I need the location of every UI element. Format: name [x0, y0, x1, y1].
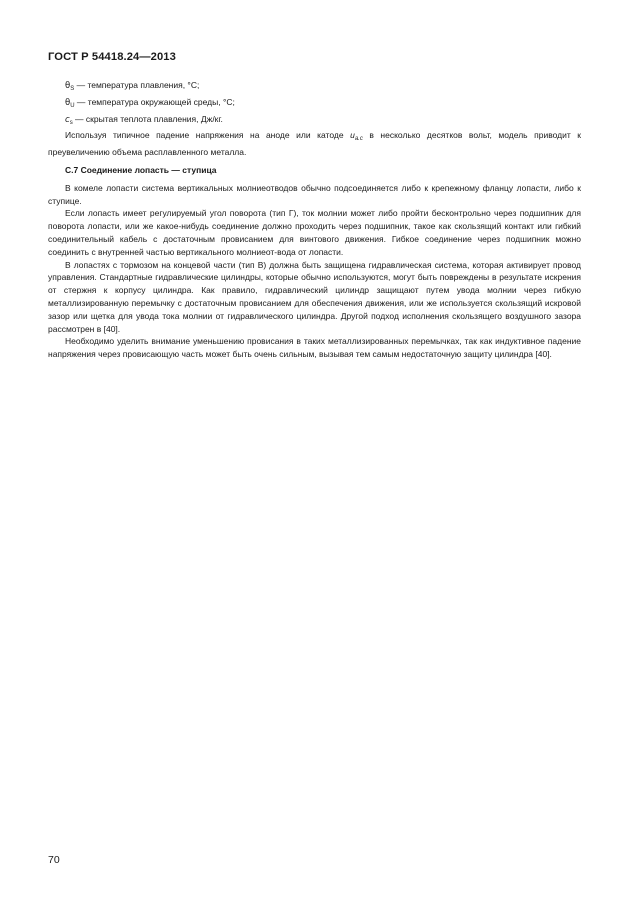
definition-theta-s	[65, 79, 581, 96]
definition-symbol: θ	[65, 81, 71, 91]
section-paragraph: В комеле лопасти система вертикальных молниеотводов обычно подсоединяется либо к крепежному фланцу лопасти, либо к ступице.	[48, 182, 581, 206]
section-heading: С.7 Соединение лопасть — ступица	[65, 164, 217, 175]
page-number: 70	[48, 854, 60, 866]
intro-text-end: в несколько десятков вольт, модель приводит к преувеличению объема расплавленного металла.	[48, 130, 582, 158]
voltage-subscript: а.с	[354, 136, 363, 143]
intro-text-start: Используя типичное падение напряжения на аноде или катоде	[65, 130, 351, 141]
definition-theta-u	[65, 96, 581, 113]
intro-paragraph	[48, 129, 581, 159]
page-body	[48, 79, 581, 361]
definition-c-s	[65, 113, 581, 130]
voltage-symbol: u	[350, 130, 355, 141]
definition-text: — температура плавления, °C;	[74, 80, 200, 90]
section-paragraph: Если лопасть имеет регулируемый угол поворота (тип Г), ток молнии может либо пройти бесконтрольно через подшипник для поворота лопасти, или же какое-нибудь соединение должно проходить через подшипник, такое как скользящий контакт или гибкий соединительный кабель с достаточным провисанием для винтового движения. Гибкое соединение через подшипник можно соединить с внутренней частью вертикального молниеот-вода от лопасти.	[48, 208, 581, 257]
document-header: ГОСТ Р 54418.24—2013	[48, 51, 176, 63]
definition-text: — температура окружающей среды, °C;	[74, 96, 235, 107]
definition-text: — скрытая теплота плавления, Дж/кг.	[72, 113, 223, 124]
definition-subscript: s	[69, 119, 73, 126]
definition-subscript: S	[70, 86, 75, 92]
section-paragraph: В лопастях с тормозом на концевой части (тип В) должна быть защищена гидравлическая система, которая активирует провод управления. Стандартные гидравлические цилиндры, которые обычно используются, могут быть повреждены в результате искрения от стержня к корпусу цилиндра. Как правило, гидравлический цилиндр защищают путем увода молнии через гибкую металлизированную перемычку с достаточным провисанием для обеспечения движения, или же используется скользящий искровой зазор или щетка для увода тока молнии от гидравлического цилиндра. Другой подход исполнения скользящего воздушного зазора рассмотрен в [40].	[48, 259, 581, 334]
definition-symbol: θ	[65, 97, 71, 108]
section-paragraph: Необходимо уделить внимание уменьшению провисания в таких металлизированных перемычках, так как индуктивное падение напряжения через провисающую часть может быть очень сильным, вызывая тем самым недостаточную защиту цилиндра [40].	[48, 336, 581, 360]
definition-subscript: U	[70, 102, 75, 109]
definition-symbol: c	[65, 114, 70, 125]
